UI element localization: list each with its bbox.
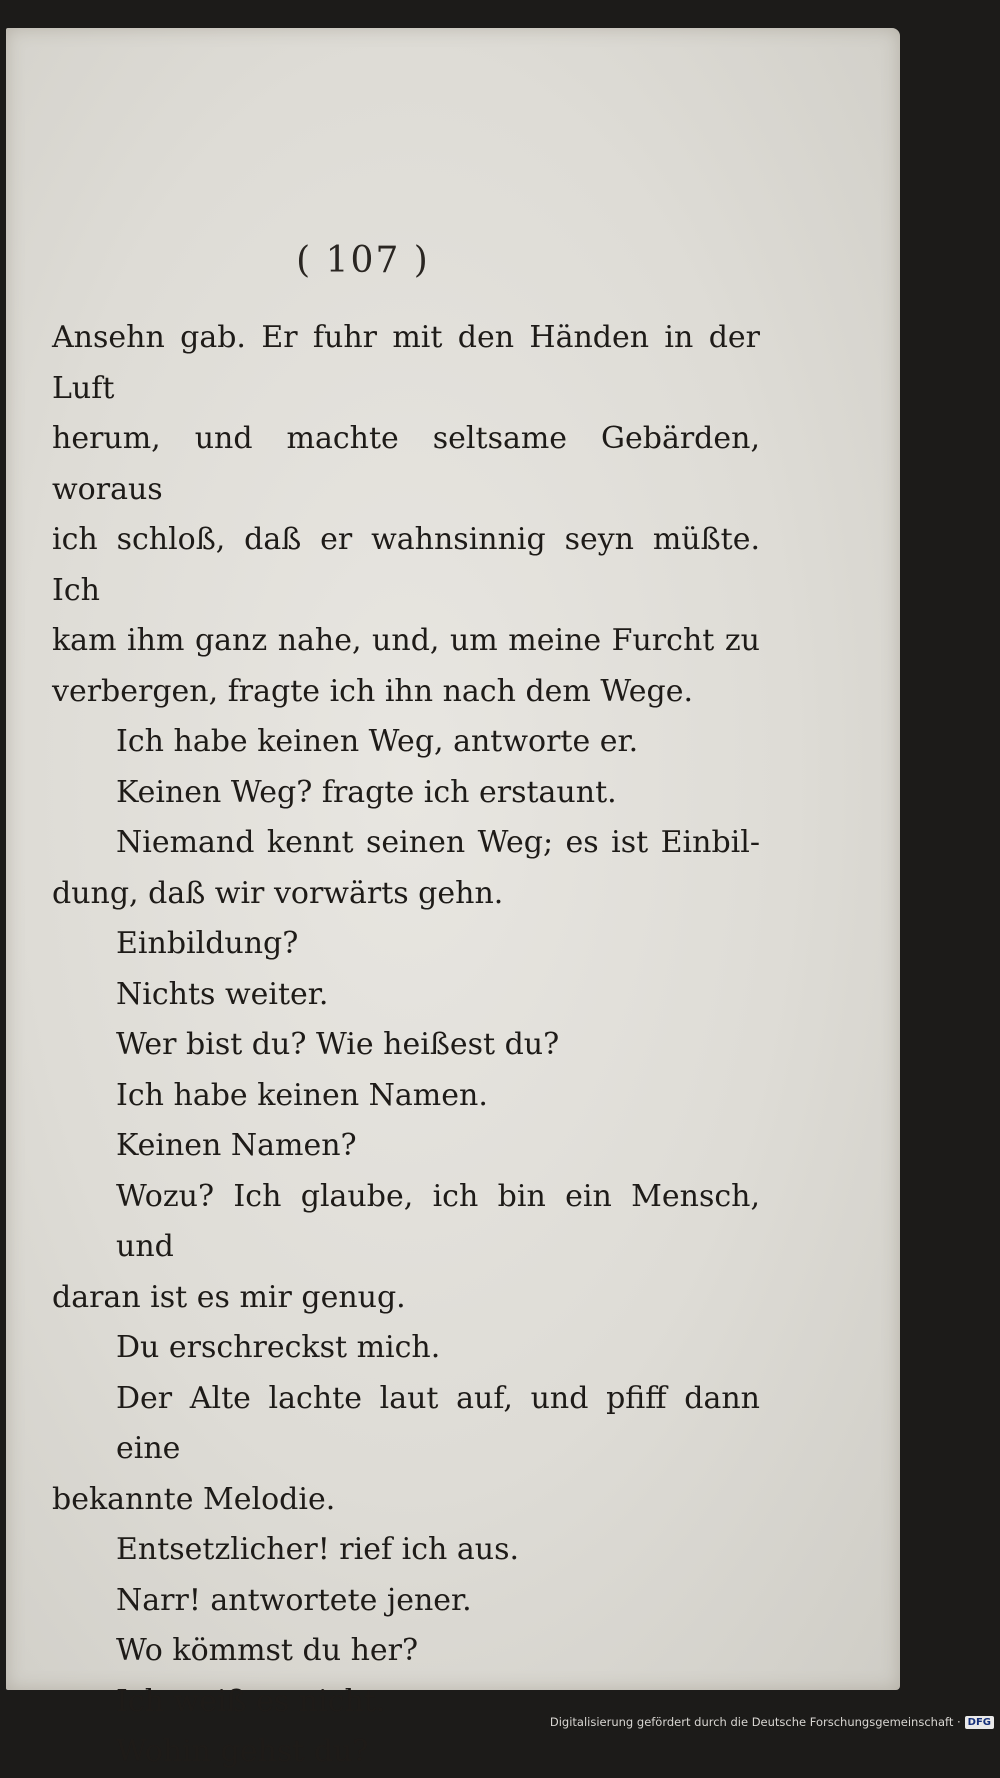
text-line: dung, daß wir vorwärts gehn. [52,875,504,911]
text-line: ich schloß, daß er wahnsinnig seyn müßte. Ich [52,522,760,608]
dfg-logo: DFG [965,1716,994,1729]
text-line: Ich weiß es nicht. [116,1683,386,1719]
text-line: Wozu? Ich glaube, ich bin ein Mensch, und [116,1178,760,1264]
text-line: Wohin gehst du? [116,1734,369,1769]
text-line: kam ihm ganz nahe, und, um meine Furcht zu [52,623,760,658]
text-line: Einbildung? [116,926,299,961]
text-line: Nichts weiter. [116,976,329,1012]
text-line: Du erschreckst mich. [116,1330,441,1365]
text-line: Narr! antwortete jener. [116,1582,472,1618]
text-line: verbergen, fragte ich ihn nach dem Wege. [52,673,694,709]
funding-credit: Digitalisierung gefördert durch die Deutsche Forschungsgemeinschaft · [549,1715,961,1729]
page-number: ( 107 ) [296,240,430,281]
text-line: Keinen Weg? fragte ich erstaunt. [116,774,617,810]
text-line: Ansehn gab. Er fuhr mit den Händen in der Luft [52,320,760,406]
text-line: Wo kömmst du her? [116,1633,419,1668]
text-line: bekannte Melodie. [52,1481,336,1517]
text-line: Niemand kennt seinen Weg; es ist Einbil- [116,825,760,860]
text-line: herum, und machte seltsame Gebärden, woraus [52,421,760,507]
text-line: Ich habe keinen Weg, antworte er. [116,724,639,759]
text-line: Der Alte lachte laut auf, und pfiff dann eine [116,1380,760,1466]
text-line: Entsetzlicher! rief ich aus. [116,1532,520,1567]
text-line: daran ist es mir genug. [52,1279,406,1315]
page-text [52,313,760,1778]
text-line: Wer bist du? Wie heißest du? [116,1027,560,1062]
text-line: Ich habe keinen Namen. [116,1077,488,1113]
digitization-footer [550,1711,994,1733]
text-line: Keinen Namen? [116,1128,357,1163]
